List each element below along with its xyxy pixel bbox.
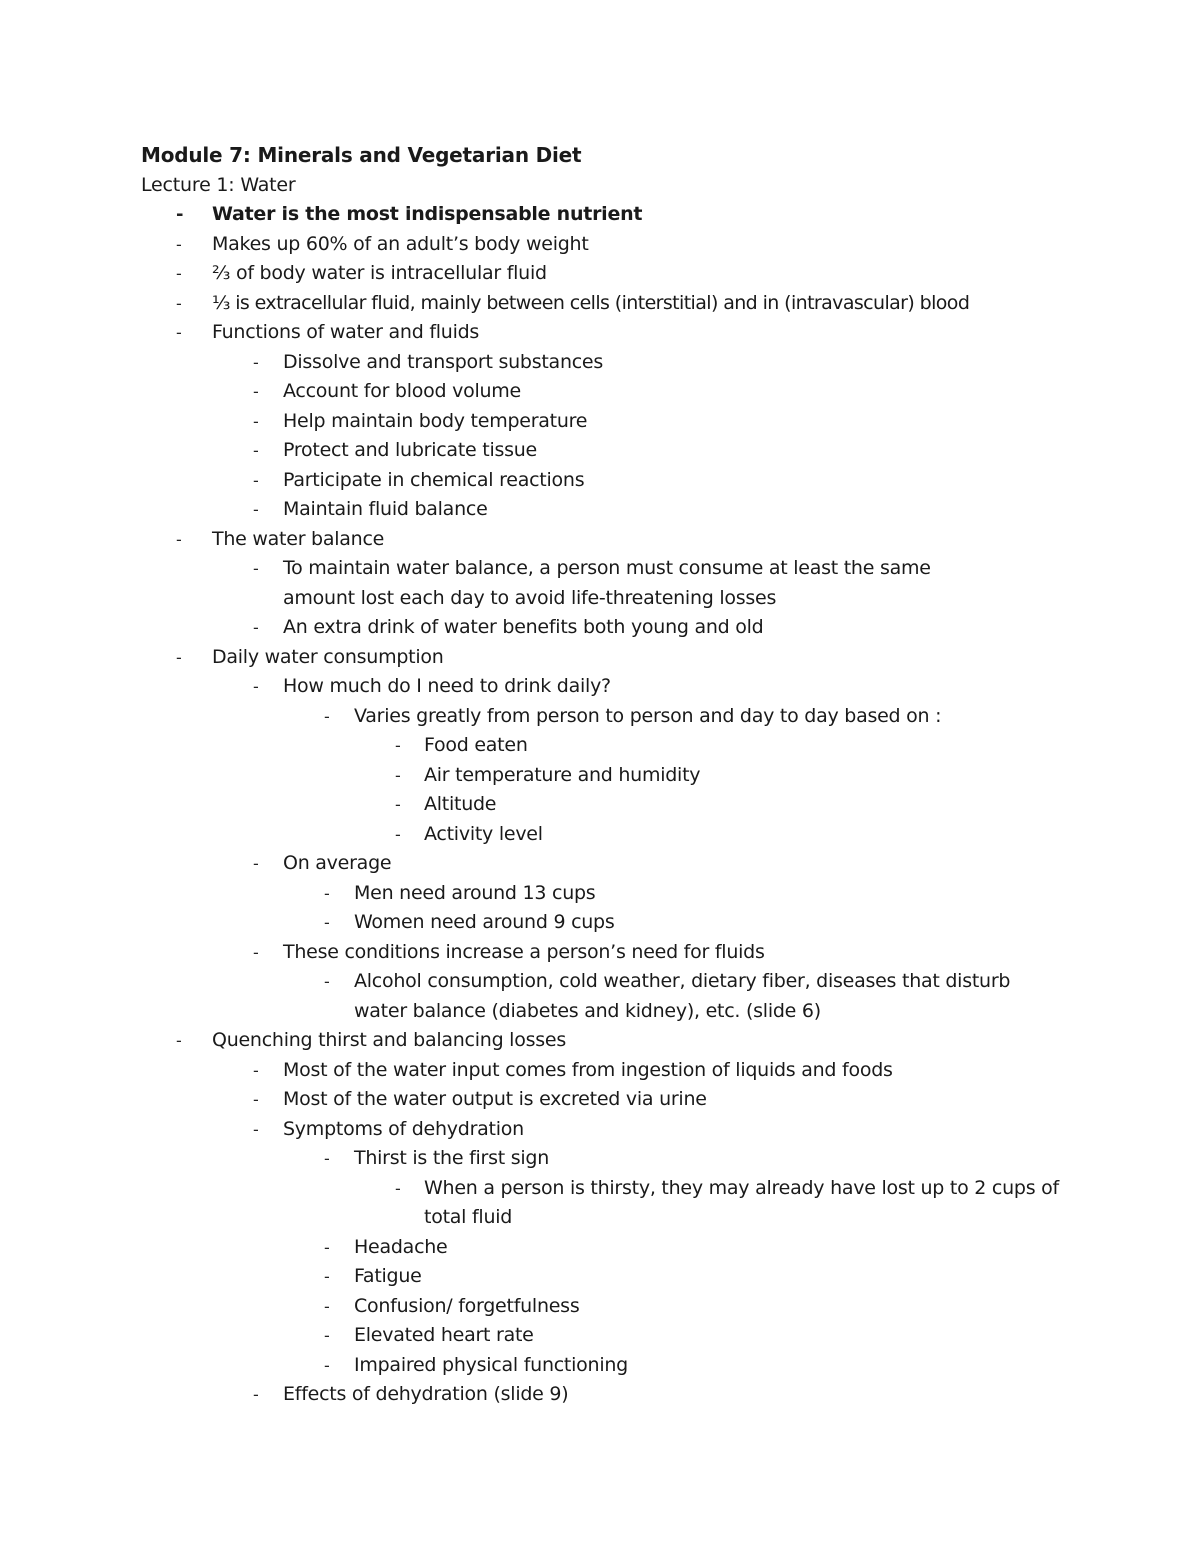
- document-body: [141, 141, 1071, 1410]
- list-item: [141, 377, 1071, 407]
- list-item-text: Functions of water and fluids: [212, 321, 480, 343]
- bullet-dash: -: [176, 1031, 182, 1050]
- bullet-dash: -: [253, 411, 259, 431]
- list-item: [141, 613, 1071, 643]
- list-item-text: Protect and lubricate tissue: [283, 439, 537, 461]
- list-item-text: Dissolve and transport substances: [283, 350, 604, 373]
- bullet-dash: -: [324, 883, 330, 903]
- bullet-dash: -: [176, 647, 182, 667]
- list-item-text: Symptoms of dehydration: [283, 1117, 524, 1140]
- list-item: [141, 1115, 1071, 1145]
- list-item: [141, 495, 1071, 525]
- list-item-text: Women need around 9 cups: [354, 911, 615, 933]
- list-item: [141, 938, 1071, 968]
- bullet-dash: -: [253, 352, 259, 372]
- list-item-text: ⅓ is extracellular fluid, mainly between cells (interstitial) and in (intravascular) blood: [212, 291, 970, 314]
- bullet-dash: -: [253, 1060, 259, 1080]
- bullet-dash: -: [324, 706, 330, 726]
- list-item: [141, 436, 1071, 466]
- bullet-dash: -: [253, 559, 259, 578]
- list-item-text: Activity level: [424, 822, 543, 845]
- list-item: [141, 1174, 1064, 1233]
- list-item: [141, 1144, 1071, 1174]
- bullet-dash: -: [324, 1355, 330, 1375]
- bullet-dash: -: [324, 972, 330, 991]
- list-item-text: Headache: [354, 1235, 448, 1258]
- list-item: [141, 908, 1071, 938]
- bullet-dash: -: [253, 1119, 259, 1139]
- bullet-dash: -: [176, 204, 184, 225]
- list-item-text: Alcohol consumption, cold weather, dietary fiber, diseases that disturb water balance (diabetes and kidney), etc. (slide 6): [354, 970, 1011, 1022]
- list-item: [141, 1380, 1071, 1410]
- list-item: [141, 525, 1071, 555]
- list-item-text: Varies greatly from person to person and day to day based on :: [354, 704, 942, 727]
- list-item-text: Altitude: [424, 793, 497, 815]
- list-item-text: Air temperature and humidity: [424, 763, 701, 786]
- list-item: [141, 849, 1071, 879]
- list-item: [141, 790, 1071, 820]
- list-item-text: These conditions increase a person’s need for fluids: [283, 940, 765, 963]
- list-item-text: The water balance: [212, 527, 385, 550]
- bullet-dash: -: [176, 264, 182, 283]
- list-item: [141, 879, 1071, 909]
- list-item-text: Maintain fluid balance: [283, 498, 488, 520]
- module-title: Module 7: Minerals and Vegetarian Diet: [141, 143, 582, 167]
- list-item: [141, 1262, 1071, 1292]
- list-item: [141, 230, 1071, 260]
- bullet-dash: -: [253, 1090, 259, 1109]
- list-item-text: Impaired physical functioning: [354, 1353, 628, 1376]
- list-item: [141, 289, 1071, 319]
- list-item-text: Most of the water output is excreted via urine: [283, 1088, 707, 1110]
- bullet-dash: -: [324, 1267, 330, 1286]
- list-item: [141, 1321, 1071, 1351]
- list-item-text: Participate in chemical reactions: [283, 468, 585, 491]
- list-item: [141, 1026, 1071, 1056]
- list-item-text: Men need around 13 cups: [354, 881, 596, 904]
- list-item-text: Food eaten: [424, 734, 528, 756]
- list-item-text: Thirst is the first sign: [354, 1147, 550, 1169]
- list-item: [141, 200, 1071, 230]
- list-item-text: Help maintain body temperature: [283, 409, 588, 432]
- list-item-text: Effects of dehydration (slide 9): [283, 1383, 569, 1405]
- list-item-text: Elevated heart rate: [354, 1324, 534, 1346]
- list-item-text: To maintain water balance, a person must consume at least the same amount lost each day to avoid life-threatening losses: [283, 557, 931, 609]
- list-item: [141, 407, 1071, 437]
- bullet-dash: -: [395, 736, 401, 755]
- list-item-text: Makes up 60% of an adult’s body weight: [212, 232, 589, 255]
- list-item: [141, 731, 1071, 761]
- list-item-text: Fatigue: [354, 1265, 422, 1287]
- list-item: [141, 1292, 1071, 1322]
- bullet-dash: -: [324, 1296, 330, 1316]
- list-item: [141, 967, 1044, 1026]
- list-item: [141, 643, 1071, 673]
- bullet-dash: -: [395, 1178, 401, 1198]
- bullet-dash: -: [176, 323, 182, 342]
- bullet-dash: -: [253, 500, 259, 519]
- bullet-dash: -: [176, 529, 182, 549]
- bullet-dash: -: [253, 854, 259, 873]
- bullet-dash: -: [324, 913, 330, 932]
- list-item-text: When a person is thirsty, they may already have lost up to 2 cups of total fluid: [424, 1176, 1059, 1228]
- bullet-dash: -: [395, 795, 401, 814]
- list-item: [141, 761, 1071, 791]
- list-item-text: Account for blood volume: [283, 380, 521, 402]
- list-item: [141, 820, 1071, 850]
- list-item-text: Daily water consumption: [212, 645, 444, 668]
- lecture-title: Lecture 1: Water: [141, 173, 296, 196]
- bullet-dash: -: [253, 942, 259, 962]
- list-item-text: How much do I need to drink daily?: [283, 675, 611, 697]
- bullet-dash: -: [253, 618, 259, 637]
- bullet-dash: -: [253, 382, 259, 401]
- bullet-dash: -: [395, 765, 401, 785]
- list-item: [141, 702, 1071, 732]
- list-item-text: Most of the water input comes from ingestion of liquids and foods: [283, 1058, 893, 1081]
- list-item-text: ⅔ of body water is intracellular fluid: [212, 262, 547, 284]
- list-item: [141, 348, 1071, 378]
- list-item-text: Confusion/ forgetfulness: [354, 1294, 580, 1317]
- list-item: [141, 1351, 1071, 1381]
- bullet-dash: -: [253, 441, 259, 460]
- list-item: [141, 318, 1071, 348]
- list-item: [141, 1085, 1071, 1115]
- bullet-dash: -: [324, 1149, 330, 1168]
- bullet-dash: -: [176, 234, 182, 254]
- bullet-dash: -: [324, 1326, 330, 1345]
- list-item-text: Quenching thirst and balancing losses: [212, 1029, 566, 1051]
- bullet-dash: -: [253, 677, 259, 696]
- bullet-dash: -: [176, 293, 182, 313]
- bullet-dash: -: [253, 470, 259, 490]
- list-item: [141, 259, 1071, 289]
- list-item: [141, 554, 983, 613]
- list-item: [141, 672, 1071, 702]
- list-item-text: Water is the most indispensable nutrient: [212, 203, 643, 225]
- list-item-text: An extra drink of water benefits both young and old: [283, 616, 764, 638]
- bullet-dash: -: [395, 824, 401, 844]
- list-item: [141, 1056, 1071, 1086]
- list-item-text: On average: [283, 852, 392, 874]
- bullet-dash: -: [324, 1237, 330, 1257]
- bullet-dash: -: [253, 1385, 259, 1404]
- list-item: [141, 466, 1071, 496]
- list-item: [141, 1233, 1071, 1263]
